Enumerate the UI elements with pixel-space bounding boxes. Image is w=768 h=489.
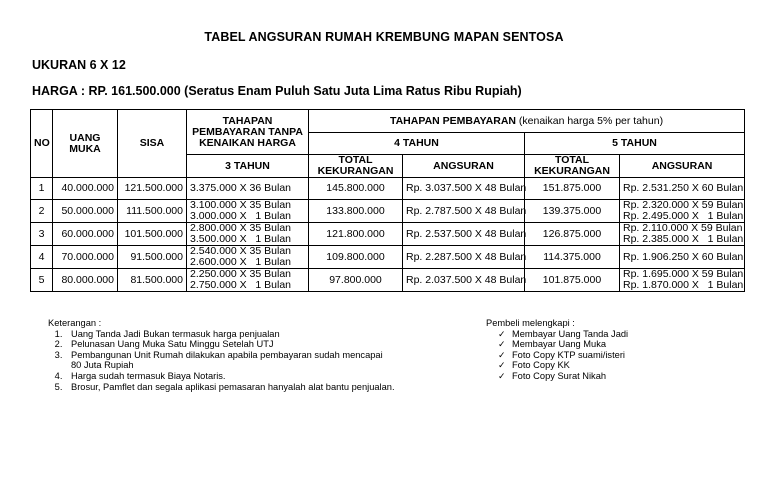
list-item: ✓ Membayar Uang Muka [498, 339, 607, 350]
installment-table [30, 109, 745, 292]
check-icon: ✓ [498, 360, 506, 371]
row-tiga-tahun: 2.250.000 X 35 Bulan 2.750.000 X 1 Bulan [187, 269, 309, 292]
header-tahapan-pembayaran: TAHAPAN PEMBAYARAN (kenaikan harga 5% per tahun) [309, 110, 745, 133]
keterangan-section [48, 318, 395, 392]
header-sisa: SISA [118, 110, 187, 178]
list-item: 2. Pelunasan Uang Muka Satu Minggu Setelah UTJ [65, 339, 395, 350]
table-row [31, 178, 745, 200]
row-angsuran4: Rp. 2.787.500 X 48 Bulan [403, 200, 525, 223]
row-no: 4 [31, 246, 53, 269]
list-item: ✓ Foto Copy KK [498, 360, 570, 371]
row-sisa: 81.500.000 [118, 269, 187, 292]
row-total5: 151.875.000 [525, 178, 620, 200]
header-4-tahun: 4 TAHUN [309, 133, 525, 155]
list-item: ✓ Foto Copy KTP suami/isteri [498, 349, 625, 360]
row-tiga-tahun: 3.375.000 X 36 Bulan [187, 178, 309, 200]
list-item: 4. Harga sudah termasuk Biaya Notaris. [65, 371, 395, 382]
check-icon: ✓ [498, 349, 506, 360]
row-uang-muka: 40.000.000 [53, 178, 118, 200]
list-item: 1. Uang Tanda Jadi Bukan termasuk harga penjualan [65, 329, 395, 340]
house-size: UKURAN 6 X 12 [32, 58, 126, 72]
table-row [31, 269, 745, 292]
list-item: 3. Pembangunan Unit Rumah dilakukan apabila pembayaran sudah mencapai 80 Juta Rupiah [65, 350, 391, 371]
house-price: HARGA : RP. 161.500.000 (Seratus Enam Puluh Satu Juta Lima Ratus Ribu Rupiah) [32, 84, 522, 98]
row-sisa: 101.500.000 [118, 223, 187, 246]
check-icon: ✓ [498, 328, 506, 339]
row-uang-muka: 50.000.000 [53, 200, 118, 223]
table-row [31, 223, 745, 246]
header-5-tahun: 5 TAHUN [525, 133, 745, 155]
row-angsuran5: Rp. 2.531.250 X 60 Bulan [620, 178, 745, 200]
row-total5: 114.375.000 [525, 246, 620, 269]
row-angsuran4: Rp. 2.037.500 X 48 Bulan [403, 269, 525, 292]
row-sisa: 111.500.000 [118, 200, 187, 223]
table-row [31, 200, 745, 223]
row-uang-muka: 70.000.000 [53, 246, 118, 269]
row-sisa: 121.500.000 [118, 178, 187, 200]
row-total4: 145.800.000 [309, 178, 403, 200]
row-angsuran5: Rp. 1.906.250 X 60 Bulan [620, 246, 745, 269]
row-uang-muka: 60.000.000 [53, 223, 118, 246]
header-3-tahun: 3 TAHUN [187, 155, 309, 178]
pembeli-list [486, 329, 628, 382]
check-icon: ✓ [498, 339, 506, 350]
document-title: TABEL ANGSURAN RUMAH KREMBUNG MAPAN SENTOSA [204, 30, 564, 44]
row-tiga-tahun: 2.540.000 X 35 Bulan 2.600.000 X 1 Bulan [187, 246, 309, 269]
list-item: 5. Brosur, Pamflet dan segala aplikasi pemasaran hanyalah alat bantu penjualan. [65, 382, 395, 393]
row-total4: 97.800.000 [309, 269, 403, 292]
header-no: NO [31, 110, 53, 178]
row-total5: 139.375.000 [525, 200, 620, 223]
header-tanpa-kenaikan: TAHAPAN PEMBAYARAN TANPA KENAIKAN HARGA [187, 110, 309, 155]
row-total4: 133.800.000 [309, 200, 403, 223]
row-no: 3 [31, 223, 53, 246]
row-angsuran5: Rp. 2.110.000 X 59 Bulan Rp. 2.385.000 X 1 Bulan [620, 223, 745, 246]
keterangan-list [48, 329, 395, 393]
row-no: 2 [31, 200, 53, 223]
row-tiga-tahun: 2.800.000 X 35 Bulan 3.500.000 X 1 Bulan [187, 223, 309, 246]
table-row [31, 246, 745, 269]
row-angsuran4: Rp. 2.537.500 X 48 Bulan [403, 223, 525, 246]
row-angsuran5: Rp. 1.695.000 X 59 Bulan Rp. 1.870.000 X 1 Bulan [620, 269, 745, 292]
pembeli-section [486, 318, 628, 382]
row-angsuran5: Rp. 2.320.000 X 59 Bulan Rp. 2.495.000 X 1 Bulan [620, 200, 745, 223]
row-angsuran4: Rp. 3.037.500 X 48 Bulan [403, 178, 525, 200]
row-sisa: 91.500.000 [118, 246, 187, 269]
row-total5: 126.875.000 [525, 223, 620, 246]
check-icon: ✓ [498, 370, 506, 381]
row-uang-muka: 80.000.000 [53, 269, 118, 292]
header-angsuran-4: ANGSURAN [403, 155, 525, 178]
row-total4: 109.800.000 [309, 246, 403, 269]
list-item: ✓ Membayar Uang Tanda Jadi [498, 328, 629, 339]
row-tiga-tahun: 3.100.000 X 35 Bulan 3.000.000 X 1 Bulan [187, 200, 309, 223]
row-no: 1 [31, 178, 53, 200]
row-total4: 121.800.000 [309, 223, 403, 246]
header-uang-muka: UANG MUKA [53, 110, 118, 178]
header-total-kekurangan-4: TOTAL KEKURANGAN [309, 155, 403, 178]
list-item: ✓ Foto Copy Surat Nikah [498, 370, 607, 381]
header-angsuran-5: ANGSURAN [620, 155, 745, 178]
header-total-kekurangan-5: TOTAL KEKURANGAN [525, 155, 620, 178]
row-total5: 101.875.000 [525, 269, 620, 292]
row-no: 5 [31, 269, 53, 292]
keterangan-label: Keterangan : [48, 318, 102, 328]
row-angsuran4: Rp. 2.287.500 X 48 Bulan [403, 246, 525, 269]
pembeli-label: Pembeli melengkapi : [486, 318, 575, 328]
